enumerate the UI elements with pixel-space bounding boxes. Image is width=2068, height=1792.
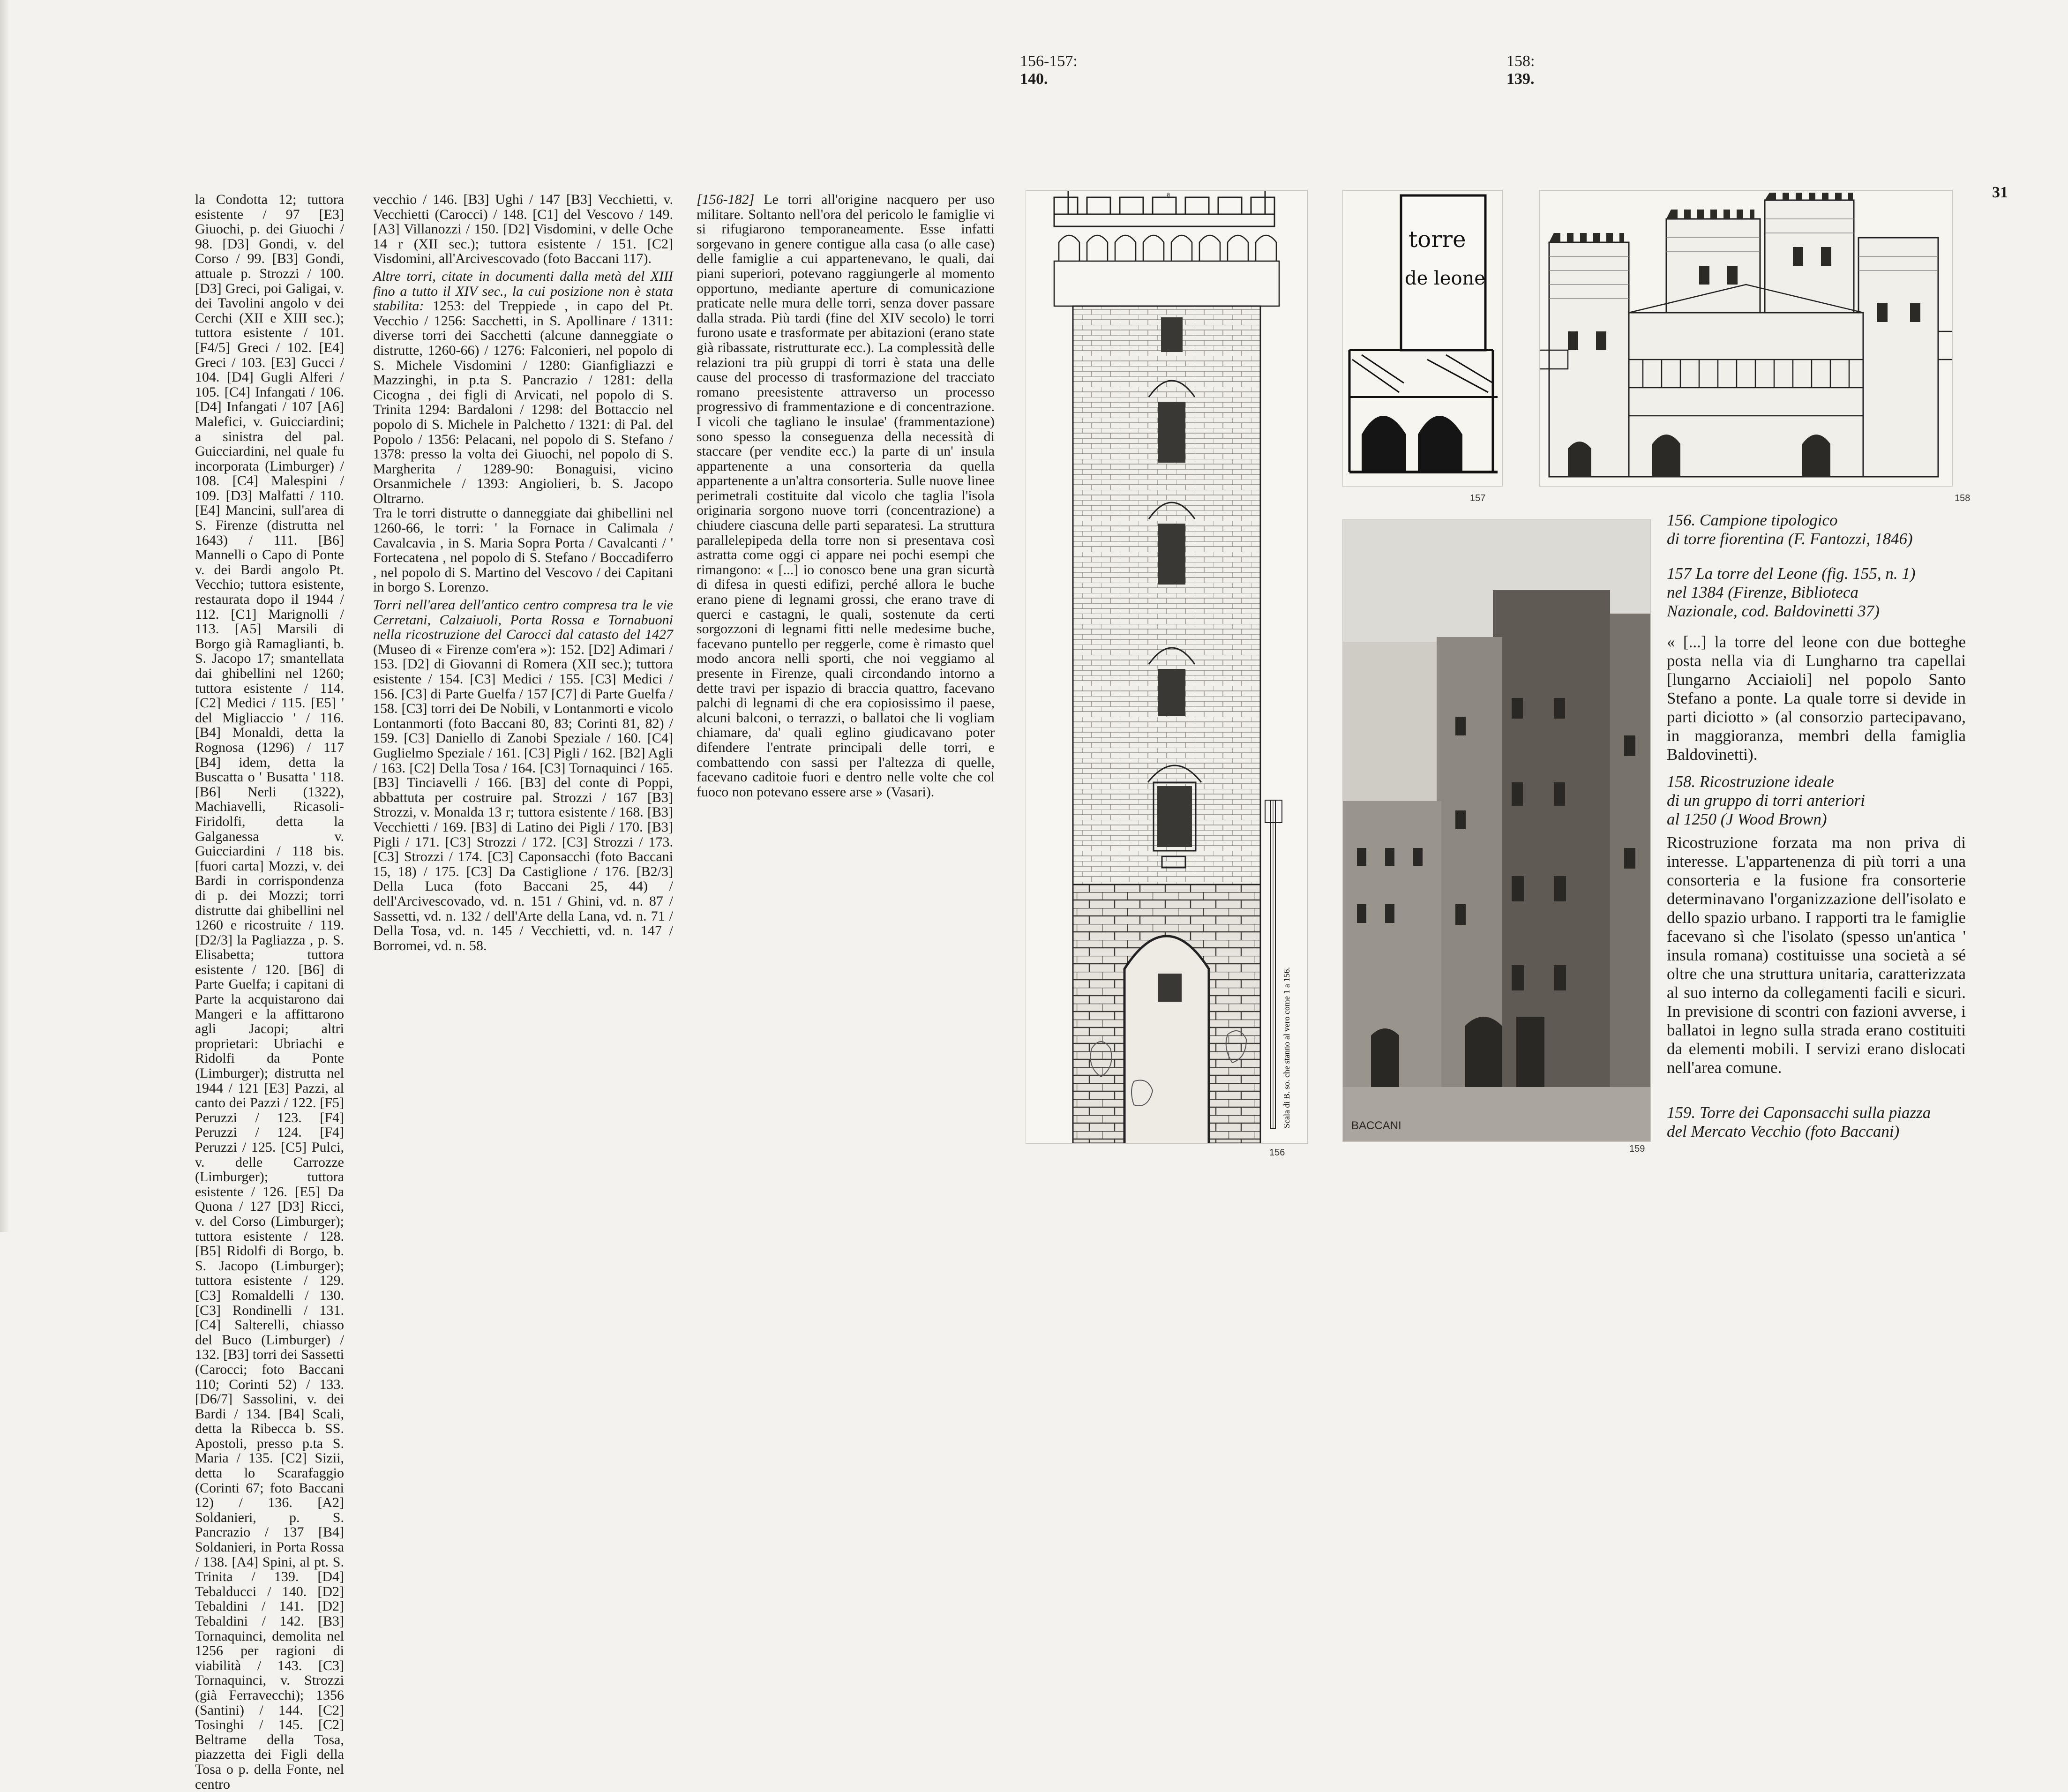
caption-159 (1667, 1103, 1966, 1141)
caption-157 (1667, 564, 1966, 764)
essay-ref: [156-182] (697, 192, 755, 207)
caption-158-body: Ricostruzione forzata ma non priva di interesse. L'appartenenza di più torri a una consorteria e la fusione fra consorterie determinavano l'organizzazione dell'isolato e dello spazio urbano. I rapporti tra le famiglie facevano sì che l'isolato (spesso un'antica ' insula romana) costituisse una società a sé oltre che una struttura unitaria, caratterizzata al suo interno da collegamenti facili e sicuri. In previsione di scontri con fazioni avverse, i ballatoi in legno sulla strada erano costituiti da elementi mobili. I servizi erano dislocati nell'area comune. (1667, 833, 1966, 1077)
other-towers-heading: Altre torri, citate in documenti dalla metà del XIII fino a tutto il XIV sec., la cui posizione non è stata stabilita: (373, 268, 673, 314)
other-towers-list: 1253: del Treppiede , in capo del Pt. Vecchio / 1256: Sacchetti, in S. Apollinare / 1311: diverse torri dei Sacchetti (alcune danneggiate o distrutte, 1260-66) / 1276: Falconieri, nel popolo di S. Michele Visdomini / 1280: Gianfigliazzi e Mazzinghi, in p.ta S. Pancrazio / 1281: della Cicogna , dei figli di Arvicati, nel popolo di S. Trinita 1294: Bardaloni / 1298: del Bottaccio nel popolo di S. Michele in Palchetto / 1321: di Pal. del Popolo / 1356: Pelacani, nel popolo di S. Stefano / 1378: presso la volta dei Giuochi, nel popolo di S. Margherita / 1289-90: Bonaguisi, vicino Orsanmichele / 1393: Angiolieri, b. S. Jacopo Oltrarno. (373, 298, 673, 506)
torre-del-leone-sketch (1343, 191, 1502, 486)
destroyed-towers-paragraph: Tra le torri distrutte o danneggiate dai ghibellini nel 1260-66, le torri: ' la Fornace in Calimala / Cavalcavia , in S. Maria Sopra Porta / Cavalcanti / ' Fortecatena , nel popolo di S. Stefano / Boccadiferro , nel popolo di S. Martino del Vescovo / dei Capitani in borgo S. Lorenzo. (373, 505, 673, 595)
sign-line-2: de leone (1405, 268, 1485, 289)
text-column-1 (195, 192, 344, 1792)
text-column-2 (373, 192, 673, 953)
text-column-3 (697, 192, 995, 799)
essay-paragraph (697, 192, 995, 799)
caption-157-quote: « [...] la torre del leone con due botteghe posta nella via di Lungharno tra capellai [lungarno Acciaioli] nel popolo Santo Stefano a ponte. La quale torre si devide in parti diciotto » (al consorzio partecipavano, in maggioranza, membri della famiglia Baldovinetti). (1667, 633, 1966, 764)
header-ref-1-range: 156-157: (1020, 52, 1078, 70)
header-ref-2-page: 139. (1506, 70, 1535, 88)
essay-text: Le torri all'origine nacquero per uso militare. Soltanto nell'ora del pericolo le famiglie vi si rifugiarono temporaneamente. Esse infatti sorgevano in genere contigue alla casa (o alle case) delle famiglie a cui appartenevano, le quali, dai piani superiori, potevano raggiungerle al momento opportuno, mediante aperture di comunicazione praticate nelle mura delle torri, senza dover passare dalla strada. Più tardi (fine del XIV secolo) le torri furono usate e trasformate per abitazioni (erano state già ribassate, ristrutturate ecc.). La complessità delle relazioni tra più gruppi di torri è stata una delle cause del processo di trasformazione del tracciato romano preesistente attraverso un processo progressivo di frammentazione e di concentrazione. I vicoli che tagliano le insulae' (frammentazione) sono spesso la conseguenza della necessità di staccare (per vendite ecc.) la parte di un' insula appartenente a una consorteria da quella appartenente a un'altra consorteria. Sulle nuove linee perimetrali costituite dal vicolo che taglia l'isola originaria sorgono nuove torri (concentrazione) a chiudere ciascuna delle parti separatesi. La struttura parallelepipeda della torre non si presentava così astratta come oggi ci appare nei pochi esempi che rimangono: « [...] io conosco bene una gran sicurtà di difesa in questi edifizi, perché allora le buche erano piene di legnami grossi, che erano trave di querci e castagni, le quali, sostenute da certi sorgozzoni di legnami fitti nelle medesime buche, facevano puntello per reggerle, come è rimasto quel modo ancora nelli sporti, che noi veggiamo al presente in Firenze, quali circondando intorno a dette travi per ispazio di braccia quattro, facevano palchi di legnami di che era copiosissimo il paese, alcuni balconi, o terrazzi, o ballatoi che li vogliam chiamare, da' quali eglino giudicavano poter difendere l'entrate principali delle torri, e combattendo con sassi per l'altezza di quelle, facevano caditoie fuori e dentro nelle volte che col fuoco non potevano essere arse » (Vasari). (697, 192, 995, 800)
carocci-paragraph (373, 598, 673, 953)
header-ref-1 (1020, 52, 1078, 88)
book-spine (0, 0, 8, 1232)
carocci-list: (Museo di « Firenze com'era »): 152. [D2] Adimari / 153. [D2] di Giovanni di Romera (XII sec.); tuttora esistente / 154. [C3] Medici / 155. [C3] Medici / 156. [C3] di Parte Guelfa / 157 [C7] di Parte Guelfa / 158. [C3] torri dei De Nobili, v Lontanmorti e vicolo Lontanmorti (foto Baccani 80, 83; Corinti 81, 82) / 159. [C3] Daniello di Zanobi Speziale / 160. [C4] Guglielmo Speziale / 161. [C3] Pigli / 162. [B2] Agli / 163. [C2] Della Tosa / 164. [C3] Tornaquinci / 165. [B3] Tinciavelli / 166. [B3] del conte di Poppi, abbattuta per costruire pal. Strozzi / 167 [B3] Strozzi, v. Monalda 13 r; tuttora esistente / 168. [B3] Vecchietti / 169. [B3] di Latino dei Pigli / 170. [B3] Pigli / 171. [C3] Strozzi / 172. [C3] Strozzi / 173. [C3] Strozzi / 174. [C3] Caponsacchi (foto Baccani 15, 18) / 175. [C3] Da Castiglione / 176. [B2/3] Della Luca (foto Baccani 25, 44) / dell'Arcivescovado, vd. n. 151 / Ghini, vd. n. 87 / Sassetti, vd. n. 132 / dell'Arte della Lana, vd. n. 71 / Della Tosa, vd. n. 145 / Vecchietti, vd. n. 147 / Borromei, vd. n. 58. (373, 641, 673, 953)
scale-caption: Scala di B. so. che stanno al vero come 1 a 156. (1282, 967, 1291, 1128)
header-ref-2-range: 158: (1506, 52, 1535, 70)
caponsacchi-photo (1343, 520, 1650, 1141)
carocci-heading: Torri nell'area dell'antico centro compresa tra le vie Cerretani, Calzaiuoli, Porta Rossa e Tornabuoni nella ricostruzione del Carocci dal catasto del 1427 (373, 597, 673, 643)
caption-156-text: 156. Campione tipologico di torre fiorentina (F. Fantozzi, 1846) (1667, 511, 1913, 548)
index-list-1: la Condotta 12; tuttora esistente / 97 [E3] Giuochi, p. dei Giuochi / 98. [D3] Gondi, v. del Corso / 99. [B3] Gondi, attuale p. Strozzi / 100. [D3] Greci, poi Galigai, v. dei Tavolini angolo v dei Cerchi (XII e XIII sec.); tuttora esistente / 101. [F4/5] Greci / 102. [E4] Greci / 103. [E3] Gucci / 104. [D4] Gugli Alferi / 105. [C4] Infangati / 106. [D4] Infangati / 107 [A6] Malefici, v. Guicciardini; a sinistra del pal. Guicciardini, nel quale fu incorporata (Limburger) / 108. [C4] Malespini / 109. [D3] Malfatti / 110. [E4] Mancini, sull'area di S. Firenze (distrutta nel 1643) / 111. [B6] Mannelli o Capo di Ponte v. dei Bardi angolo Pt. Vecchio; tuttora esistente, restaurata dopo il 1944 / 112. [C1] Marignolli / 113. [A5] Marsili di Borgo già Ramaglianti, b. S. Jacopo 17; smantellata dai ghibellini nel 1260; tuttora esistente / 114. [C2] Medici / 115. [E5] ' del Migliaccio ' / 116. [B4] Monaldi, detta la Rognosa (1296) / 117 [B4] idem, detta la Buscatta o ' Busatta ' 118. [B6] Nerli (1322), Machiavelli, Ricasoli-Firidolfi, detta la Galganessa v. Guicciardini / 118 bis. [fuori carta] Mozzi, v. dei Bardi in corrispondenza di p. dei Mozzi; torri distrutte dai ghibellini nel 1260 e ricostruite / 119. [D2/3] la Pagliazza , p. S. Elisabetta; tuttora esistente / 120. [B6] di Parte Guelfa; i capitani di Parte la acquistarono dai Mangeri e la affittarono agli Jacopi; altri proprietari: Ubriachi e Ridolfi da Ponte (Limburger); distrutta nel 1944 / 121 [E3] Pazzi, al canto dei Pazzi / 122. [F5] Peruzzi / 123. [F4] Peruzzi / 124. [F4] Peruzzi / 125. [C5] Pulci, v. delle Carrozze (Limburger); tuttora esistente / 126. [E5] Da Quona / 127 [D3] Ricci, v. del Corso (Limburger); tuttora esistente / 128. [B5] Ridolfi di Borgo, b. S. Jacopo (Limburger); tuttora esistente / 129. [C3] Romaldelli / 130. [C3] Rondinelli / 131. [C4] Salterelli, chiasso del Buco (Limburger) / 132. [B3] torri dei Sassetti (Carocci; foto Baccani 110; Corinti 52) / 133. [D6/7] Sassolini, v. dei Bardi / 134. [B4] Scali, detta la Ribecca b. SS. Apostoli, presso p.ta S. Maria / 135. [C2] Sizii, detta lo Scarafaggio (Corinti 67; foto Baccani 12) / 136. [A2] Soldanieri, p. S. Pancrazio / 137 [B4] Soldanieri, in Porta Rossa / 138. [A4] Spini, al pt. S. Trinita / 139. [D4] Tebalducci / 140. [D2] Tebaldini / 141. [D2] Tebaldini / 142. [B3] Tornaquinci, demolita nel 1256 per ragioni di viabilità / 143. [C3] Tornaquinci, v. Strozzi (già Ferravecchi); 1356 (Santini) / 144. [C2] Tosinghi / 145. [C2] Beltrame della Tosa, piazzetta dei Figli della Tosa o p. della Fonte, nel centro (195, 192, 344, 1792)
figure-159-photo (1342, 519, 1651, 1142)
figure-157-torre-del-leone (1342, 190, 1503, 487)
tower-letter: a (1167, 191, 1170, 198)
caption-159-text: 159. Torre dei Caponsacchi sulla piazza del Mercato Vecchio (foto Baccani) (1667, 1103, 1931, 1140)
other-towers-paragraph (373, 269, 673, 506)
caption-156 (1667, 511, 1966, 548)
figure-157-number: 157 (1470, 493, 1486, 503)
caption-158 (1667, 772, 1966, 1077)
figure-156-number: 156 (1269, 1147, 1285, 1158)
figure-158-tower-group (1539, 190, 1953, 487)
sign-line-1: torre (1409, 226, 1466, 253)
index-list-2: vecchio / 146. [B3] Ughi / 147 [B3] Vecchietti, v. Vecchietti (Carocci) / 148. [C1] del Vescovo / 149. [A3] Villanozzi / 150. [D2] Visdomini, v delle Oche 14 r (XII sec.); tuttora esistente / 151. [C2] Visdomini, all'Arcivescovado (foto Baccani 117). (373, 192, 673, 267)
figure-156-tower-elevation (1026, 190, 1308, 1144)
photo-mark: BACCANI (1351, 1119, 1401, 1132)
figure-159-number: 159 (1629, 1144, 1645, 1154)
header-ref-2 (1506, 52, 1535, 88)
tower-elevation-drawing (1026, 191, 1307, 1143)
page-number: 31 (1992, 184, 2008, 201)
caption-158-text: 158. Ricostruzione ideale di un gruppo di torri anteriori al 1250 (J Wood Brown) (1667, 772, 1865, 828)
tower-group-drawing (1540, 191, 1952, 486)
header-ref-1-page: 140. (1020, 70, 1048, 88)
figure-158-number: 158 (1955, 493, 1971, 503)
caption-157-text: 157 La torre del Leone (fig. 155, n. 1) nel 1384 (Firenze, Biblioteca Nazionale, cod. Baldovinetti 37) (1667, 564, 1916, 620)
